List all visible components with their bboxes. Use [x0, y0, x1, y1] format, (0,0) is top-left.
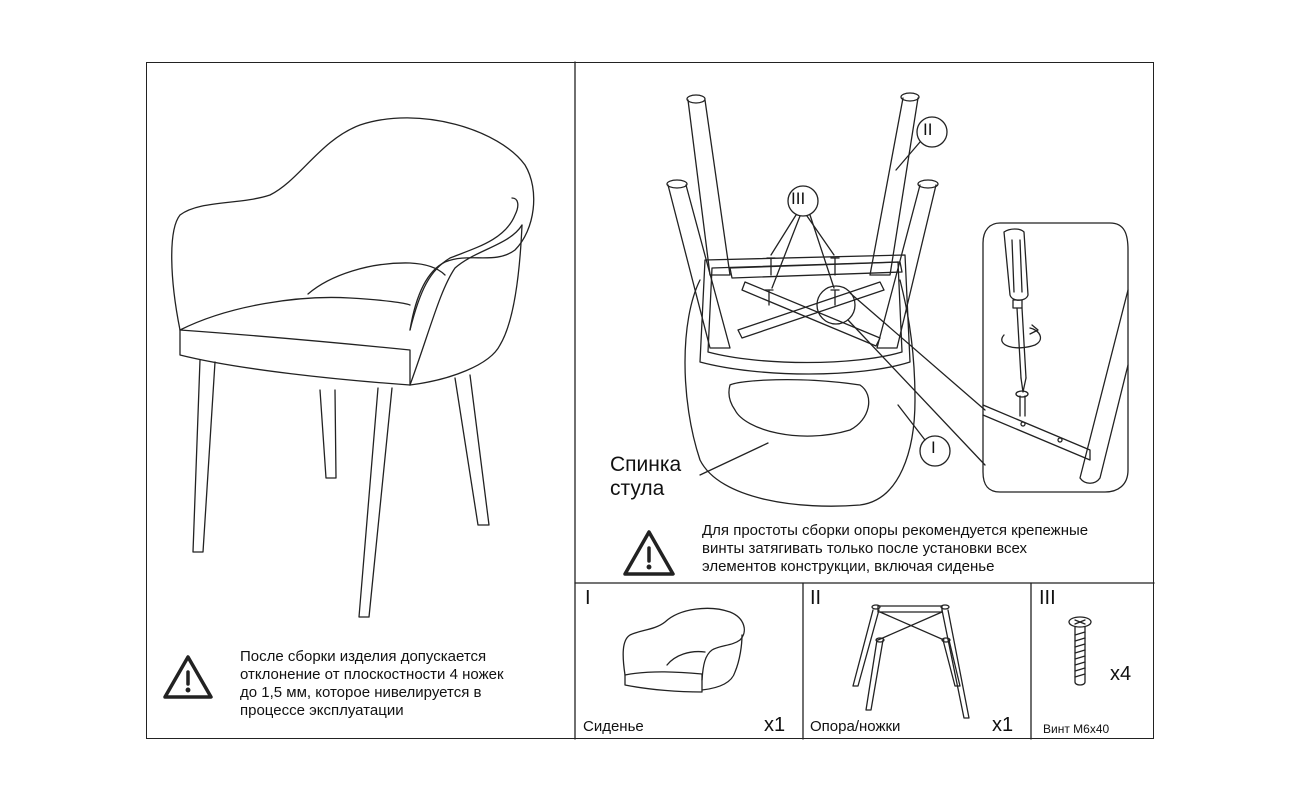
part-qty-screw: x4	[1110, 663, 1132, 685]
part-legs-thumbnail	[853, 605, 969, 718]
leg-back-right	[870, 98, 918, 275]
backrest-leader-line	[700, 443, 768, 475]
callout-label-III: III	[791, 189, 806, 208]
part-seat-thumbnail	[623, 608, 744, 692]
detail-zoom-panel	[983, 223, 1128, 492]
right-warning-note: Для простоты сборки опоры рекомендуется крепежные винты затягивать только после установки всех элементов конструкции, включая сиденье	[702, 522, 1089, 575]
part-numeral-I: I	[585, 587, 591, 609]
screwdriver-icon	[1002, 229, 1041, 392]
leg-back-left	[688, 100, 730, 275]
inverted-chair-drawing	[667, 93, 985, 506]
callout-label-II: II	[923, 120, 933, 139]
screw-detail-icon	[1016, 391, 1028, 416]
assembled-chair-drawing	[172, 118, 534, 617]
detail-magnify-circle	[817, 286, 855, 324]
part-name-legs: Опора/ножки	[810, 718, 901, 735]
part-name-seat: Сиденье	[583, 718, 644, 735]
warning-triangle-icon	[165, 657, 211, 697]
backrest-label: Спинка стула	[610, 453, 682, 500]
part-qty-legs: x1	[992, 714, 1014, 736]
part-name-screw: Винт М6х40	[1043, 722, 1110, 736]
left-warning-note: После сборки изделия допускается отклонение от плоскостности 4 ножек до 1,5 мм, которое нивелируется в процессе эксплуатации	[240, 648, 504, 719]
callout-label-I: I	[931, 438, 936, 457]
warning-triangle-icon-2	[625, 532, 673, 574]
part-numeral-II: II	[810, 587, 822, 609]
part-screw-thumbnail	[1069, 617, 1091, 685]
part-numeral-III: III	[1039, 587, 1056, 609]
part-qty-seat: x1	[764, 714, 786, 736]
